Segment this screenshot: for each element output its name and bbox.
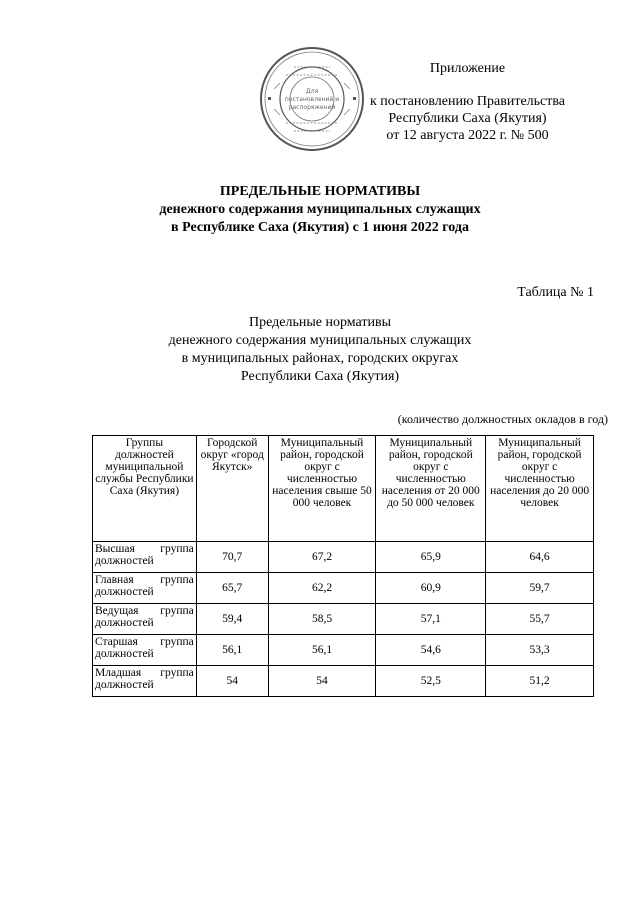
- document-title: [60, 183, 580, 237]
- table-header-row: [93, 436, 594, 542]
- svg-text:распоряжений: распоряжений: [288, 104, 336, 111]
- value-cell: 62,2: [268, 573, 376, 604]
- value-cell: 54,6: [376, 635, 486, 666]
- group-cell: Ведущая группа должностей: [93, 604, 197, 635]
- table-label: Таблица № 1: [517, 285, 594, 300]
- value-cell: 65,7: [196, 573, 268, 604]
- subtitle-line-1: Предельные нормативы: [249, 315, 391, 330]
- subtitle-line-2: денежного содержания муниципальных служащих: [168, 333, 472, 348]
- value-cell: 59,4: [196, 604, 268, 635]
- group-cell: Младшая группа должностей: [93, 666, 197, 697]
- norms-table: [92, 435, 594, 697]
- table-row: [93, 635, 594, 666]
- appendix-republic: Республики Саха (Якутия): [388, 111, 547, 126]
- title-line-1: ПРЕДЕЛЬНЫЕ НОРМАТИВЫ: [219, 184, 421, 199]
- group-cell: Высшая группа должностей: [93, 542, 197, 573]
- group-cell: Старшая группа должностей: [93, 635, 197, 666]
- appendix-resolution: к постановлению Правительства: [369, 94, 566, 109]
- value-cell: 54: [268, 666, 376, 697]
- subtitle-line-3: в муниципальных районах, городских округах: [181, 351, 459, 366]
- value-cell: 56,1: [196, 635, 268, 666]
- header-over-50000: Муниципальный район, городской округ с численностью населения свыше 50 000 человек: [268, 436, 376, 542]
- value-cell: 55,7: [486, 604, 594, 635]
- header-20000-50000: Муниципальный район, городской округ с численностью населения от 20 000 до 50 000 человек: [376, 436, 486, 542]
- unit-note: (количество должностных окладов в год): [397, 412, 608, 426]
- value-cell: 67,2: [268, 542, 376, 573]
- table-row: [93, 542, 594, 573]
- header-groups: Группы должностей муниципальной службы Республики Саха (Якутия): [93, 436, 197, 542]
- title-line-3: в Республике Саха (Якутия) с 1 июня 2022 года: [171, 220, 469, 235]
- table-row: [93, 666, 594, 697]
- value-cell: 57,1: [376, 604, 486, 635]
- group-cell: Главная группа должностей: [93, 573, 197, 604]
- title-line-2: денежного содержания муниципальных служащих: [159, 202, 481, 217]
- value-cell: 58,5: [268, 604, 376, 635]
- value-cell: 70,7: [196, 542, 268, 573]
- value-cell: 59,7: [486, 573, 594, 604]
- subtitle-line-4: Республики Саха (Якутия): [240, 369, 400, 384]
- value-cell: 56,1: [268, 635, 376, 666]
- value-cell: 60,9: [376, 573, 486, 604]
- value-cell: 64,6: [486, 542, 594, 573]
- table-row: [93, 573, 594, 604]
- value-cell: 51,2: [486, 666, 594, 697]
- table-subtitle: [60, 314, 580, 386]
- appendix-block: [340, 60, 595, 144]
- svg-text:постановлений и: постановлений и: [284, 96, 340, 103]
- header-yakutsk: Городской округ «город Якутск»: [196, 436, 268, 542]
- value-cell: 54: [196, 666, 268, 697]
- table-row: [93, 604, 594, 635]
- value-cell: 53,3: [486, 635, 594, 666]
- value-cell: 52,5: [376, 666, 486, 697]
- appendix-date: от 12 августа 2022 г. № 500: [386, 128, 549, 143]
- svg-text:Для: Для: [305, 88, 319, 95]
- value-cell: 65,9: [376, 542, 486, 573]
- appendix-title: Приложение: [429, 61, 506, 76]
- header-under-20000: Муниципальный район, городской округ с численностью населения до 20 000 человек: [486, 436, 594, 542]
